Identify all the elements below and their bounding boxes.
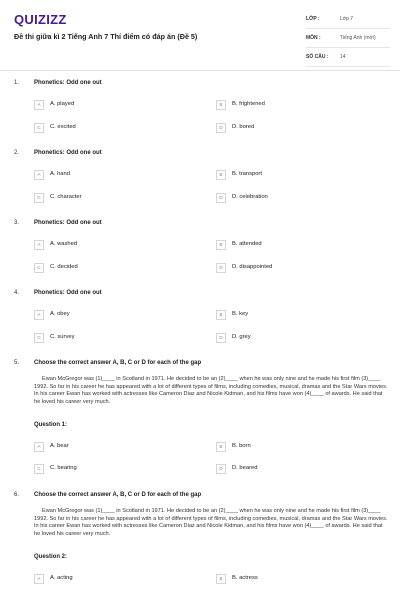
option-letter-box: D xyxy=(216,263,226,273)
option-text: C. bearing xyxy=(50,465,77,471)
meta-panel xyxy=(306,14,390,71)
option-letter-box: A xyxy=(34,170,44,180)
quizizz-logo: QUIZIZZ xyxy=(14,12,67,27)
option-letter-box: D xyxy=(216,123,226,133)
question-title: Choose the correct answer A, B, C or D for each of the gap xyxy=(34,360,202,366)
question-title: Phonetics: Odd one out xyxy=(34,150,102,156)
option-letter-box: A xyxy=(34,100,44,110)
sub-question-label: Question 1: xyxy=(34,422,68,428)
option-letter-box: C xyxy=(34,263,44,273)
option-text: D. grey xyxy=(232,334,251,340)
option-letter-box: C xyxy=(34,193,44,203)
option-letter-box: D xyxy=(216,333,226,343)
option-letter-box: D xyxy=(216,193,226,203)
option-text: D. disappointed xyxy=(232,264,273,270)
document-header xyxy=(0,0,400,71)
option-text: D. celebration xyxy=(232,194,268,200)
question-number: 5. xyxy=(14,360,20,366)
option-text: A. washed xyxy=(50,241,78,247)
option-letter-box: A xyxy=(34,574,44,584)
option-letter-box: A xyxy=(34,240,44,250)
question-number: 4. xyxy=(14,290,20,296)
meta-class-label: LỚP : xyxy=(306,16,320,22)
option-text: D. bored xyxy=(232,124,255,130)
option-text: C. excited xyxy=(50,124,76,130)
option-text: B. born xyxy=(232,443,251,449)
option-letter-box: C xyxy=(34,333,44,343)
question-number: 2. xyxy=(14,150,20,156)
meta-subject-value: Tiếng Anh (mới) xyxy=(340,35,376,41)
option-letter-box: B xyxy=(216,100,226,110)
option-letter-box: A xyxy=(34,442,44,452)
meta-subject-row xyxy=(306,33,390,48)
option-text: A. played xyxy=(50,101,75,107)
question-number: 3. xyxy=(14,220,20,226)
option-text: B. key xyxy=(232,311,249,317)
option-text: B. frightened xyxy=(232,101,265,107)
option-letter-box: B xyxy=(216,442,226,452)
option-letter-box: C xyxy=(34,464,44,474)
option-letter-box: D xyxy=(216,464,226,474)
option-letter-box: B xyxy=(216,240,226,250)
option-text: B. transport xyxy=(232,171,262,177)
option-text: B. attended xyxy=(232,241,262,247)
option-letter-box: A xyxy=(34,310,44,320)
option-letter-box: B xyxy=(216,310,226,320)
question-number: 1. xyxy=(14,80,20,86)
option-text: A. hand xyxy=(50,171,70,177)
meta-subject-label: MÔN : xyxy=(306,35,321,41)
meta-count-label: SỐ CÂU : xyxy=(306,54,329,60)
sub-question-label: Question 2: xyxy=(34,554,68,560)
option-text: C. character xyxy=(50,194,82,200)
option-letter-box: B xyxy=(216,170,226,180)
question-number: 6. xyxy=(14,492,20,498)
question-title: Phonetics: Odd one out xyxy=(34,220,102,226)
option-text: A. bear xyxy=(50,443,69,449)
question-title: Phonetics: Odd one out xyxy=(34,290,102,296)
option-text: A. obey xyxy=(50,311,70,317)
option-text: D. beared xyxy=(232,465,258,471)
option-text: A. acting xyxy=(50,575,73,581)
document-title: Đề thi giữa kì 2 Tiếng Anh 7 Thí điểm có đáp án (Đề 5) xyxy=(14,32,198,41)
option-text: B. actress xyxy=(232,575,258,581)
question-title: Choose the correct answer A, B, C or D for each of the gap xyxy=(34,492,202,498)
option-text: C. decided xyxy=(50,264,78,270)
meta-class-value: Lớp 7 xyxy=(340,16,354,22)
meta-class-row xyxy=(306,14,390,29)
meta-count-value: 14 xyxy=(340,54,346,60)
option-letter-box: C xyxy=(34,123,44,133)
meta-count-row xyxy=(306,52,390,67)
reading-passage: Ewan McGregor was (1)____ in Scotland in 1971. He decided to be an (2)____ when he was only nine and he made his first film (3)____ 1992. So far in his career he has appeared with a lot of different types of films, including comedies, musical, dramas and the Star Wars movies. In his career Ewan has worked with actresses like Cameron Diaz and Nicole Kidman, and his films have won (4)____ of awards. He said that he loved his career very much. xyxy=(34,376,388,405)
question-title: Phonetics: Odd one out xyxy=(34,80,102,86)
option-letter-box: B xyxy=(216,574,226,584)
option-text: C. survey xyxy=(50,334,75,340)
reading-passage: Ewan McGregor was (1)____ in Scotland in 1971. He decided to be an (2)____ when he was only nine and he made his first film (3)____ 1992. So far in his career he has appeared with a lot of different types of films, including comedies, musical, dramas and the Star Wars movies. In his career Ewan has worked with actresses like Cameron Diaz and Nicole Kidman, and his films have won (4)____ of awards. He said that he loved his career very much. xyxy=(34,508,388,537)
